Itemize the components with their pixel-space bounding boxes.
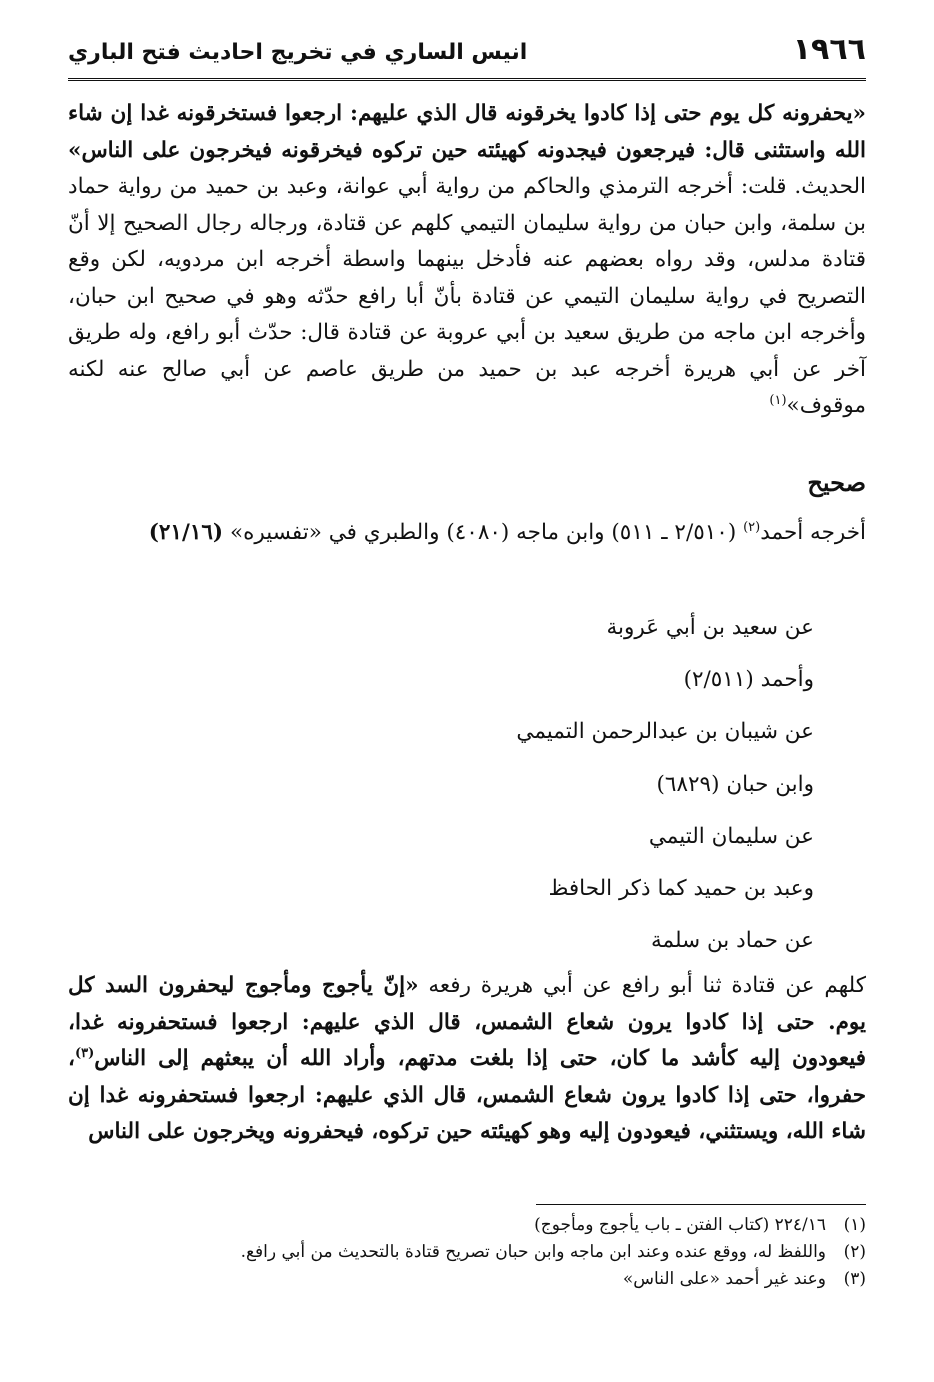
chain-line: عن سعيد بن أبي عَروبة [606, 615, 814, 640]
matn-text-1: «إنّ يأجوج ومأجوج ليحفرون السد كل يوم. حتى إذا كادوا يرون شعاع الشمس، قال الذي عليهم: ارجعوا فستحفرونه غدا، فيعودون إليه كأشد ما كان، حتى إذا بلغت مدتهم، وأراد الله أن يبعثهم إلى الناس [68, 973, 866, 1071]
hadith-quote: «يحفرونه كل يوم حتى إذا كادوا يخرقونه قال الذي عليهم: ارجعوا فستخرقونه غدا إن شاء الله واستثنى قال: فيرجعون فيجدونه كهيئته حين تركوه فيخرقونه فيخرجون على الناس» [68, 101, 866, 163]
footnote-text: وعند غير أحمد «على الناس» [622, 1269, 826, 1289]
footnote-ref-2[interactable]: (٢) [743, 519, 761, 535]
matn-paragraph [68, 968, 866, 1151]
chain-line: عن سليمان التيمي [648, 823, 814, 849]
isnad-chain [334, 608, 814, 973]
footnote-text: واللفظ له، ووقع عنده وعند ابن ماجه وابن حبان تصريح قتادة بالتحديث من أبي رافع. [240, 1242, 826, 1262]
page-header [68, 30, 866, 82]
footnote [68, 1212, 866, 1239]
page-number: ١٩٦٦ [792, 32, 866, 67]
footnote-number: (٣) [843, 1269, 866, 1289]
footnote-text: ٢٢٤/١٦ (كتاب الفتن ـ باب يأجوج ومأجوج) [534, 1215, 826, 1235]
grade-heading: صحيح [807, 468, 866, 497]
footnote-number: (١) [843, 1215, 866, 1235]
chain-line: عن حماد بن سلمة [651, 928, 814, 954]
chain-line: عن شيبان بن عبدالرحمن التميمي [516, 719, 814, 745]
chain-line: وابن حبان (٦٨٢٩) [656, 771, 814, 797]
matn-text-2: ، حفروا، حتى إذا كادوا يرون شعاع الشمس، قال الذي عليهم: ارجعوا فستحفرونه غدا إن شاء الله، ويستثني، فيعودون إليه وهو كهيئته حين تركوه، فيحفرونه ويخرجون على الناس [68, 1046, 866, 1144]
takhrij-text-2: (٢/٥١٠ ـ ٥١١) وابن ماجه (٤٠٨٠) والطبري في «تفسيره» [223, 520, 744, 545]
takhrij-paragraph [68, 512, 866, 554]
footnote [68, 1239, 866, 1266]
footnote [68, 1266, 866, 1293]
footnote-separator [536, 1204, 866, 1205]
commentary-text: الحديث. قلت: أخرجه الترمذي والحاكم من رواية أبي عوانة، وعبد بن حميد من رواية حماد بن سلمة، وابن حبان من رواية سليمان التيمي كلهم عن قتادة، ورجاله رجال الصحيح إلا أنّ قتادة مدلس، وقد رواه بعضهم عنه فأدخل بينهما واسطة أخرجه ابن مردويه، لكن وقع التصريح في رواية سليمان التيمي عن قتادة بأنّ أبا رافع حدّثه وهو في صحيح ابن حبان، وأخرجه ابن ماجه من طريق سعيد بن أبي عروبة عن قتادة قال: حدّث أبو رافع، وله طريق آخر عن أبي هريرة أخرجه عبد بن حميد من طريق عاصم عن أبي صالح عنه لكنه موقوف» [68, 174, 866, 418]
intro-paragraph [68, 96, 866, 425]
footnote-ref-1[interactable]: (١) [769, 392, 787, 408]
chain-line: وأحمد (٢/٥١١) [683, 667, 814, 693]
header-rule [68, 78, 866, 81]
takhrij-text-1: أخرجه أحمد [760, 520, 866, 545]
footnote-ref-3[interactable]: (٣) [74, 1045, 95, 1061]
running-title: انيس الساري في تخريج احاديث فتح الباري [68, 40, 528, 65]
footnotes [68, 1212, 866, 1293]
chain-line: وعبد بن حميد كما ذكر الحافظ [548, 875, 814, 901]
matn-lead: كلهم عن قتادة ثنا أبو رافع عن أبي هريرة رفعه [418, 973, 867, 998]
takhrij-text-3: (٢١/١٦) [148, 520, 224, 545]
footnote-number: (٢) [843, 1242, 866, 1262]
